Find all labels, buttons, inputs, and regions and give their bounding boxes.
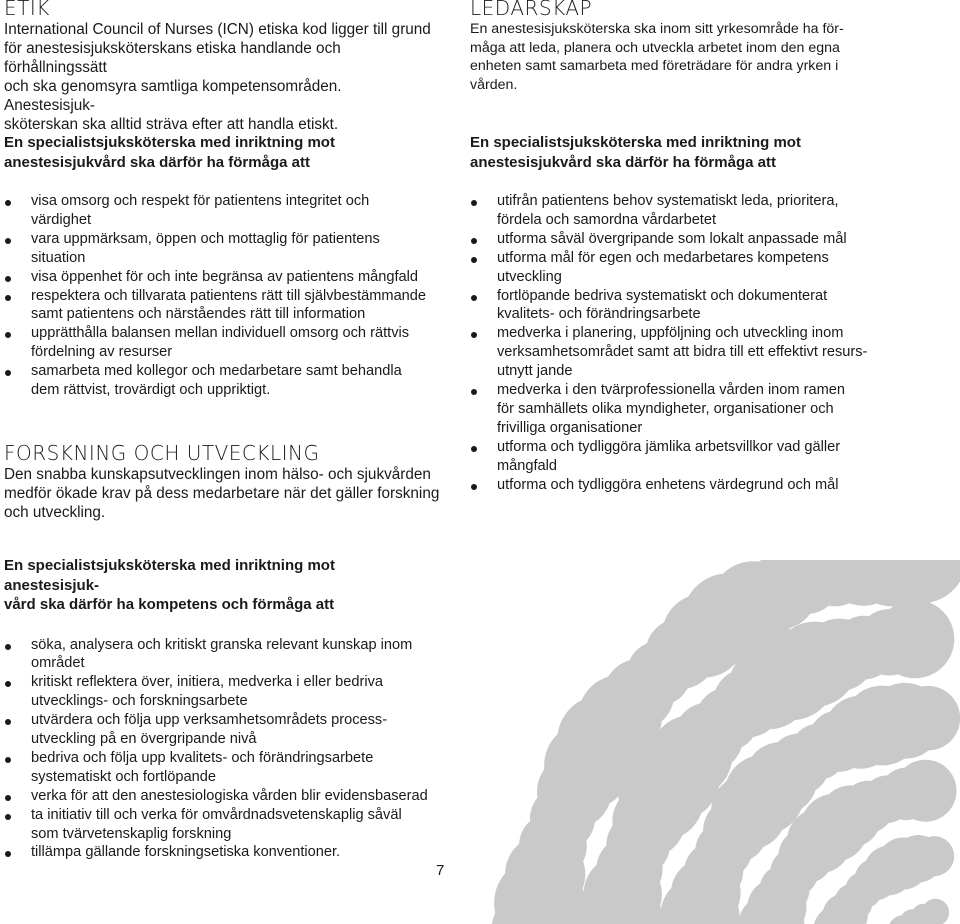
- item-line: vara uppmärksam, öppen och mottaglig för patientens: [31, 230, 380, 247]
- item-line: dem rättvist, trovärdigt och uppriktigt.: [31, 382, 271, 399]
- decorative-dot: [876, 600, 955, 679]
- item-line: frivilliga organisationer: [497, 419, 643, 436]
- item-line: för samhällets olika myndigheter, organisationer och: [497, 400, 834, 417]
- item-line: visa omsorg och respekt för patientens integritet och: [31, 193, 370, 209]
- list-item: [470, 230, 950, 249]
- list-item: [4, 268, 434, 287]
- bottom-subheading: [4, 556, 434, 615]
- decorative-dot: [895, 760, 957, 822]
- item-line: samt patientens och närståendes rätt till information: [31, 306, 366, 323]
- item-line: situation: [31, 249, 86, 266]
- ledarskap-section: [470, 0, 950, 94]
- item-line: mångfald: [497, 457, 558, 474]
- item-line: ta initiativ till och verka för omvårdnadsvetenskaplig såväl: [31, 806, 402, 823]
- item-line: som tvärvetenskaplig forskning: [31, 825, 232, 842]
- bottom-bullet-list: [4, 636, 434, 863]
- item-line: bedriva och följa upp kvalitets- och förändringsarbete: [31, 749, 374, 766]
- list-item: [470, 381, 950, 438]
- item-line: utveckling: [497, 268, 562, 285]
- bottom-competence-section: [4, 556, 434, 862]
- forskning-heading: FORSKNING OCH UTVECKLING: [4, 441, 320, 465]
- list-item: [4, 636, 434, 674]
- item-line: söka, analysera och kritiskt granska relevant kunskap inom: [31, 636, 413, 653]
- list-item: [4, 287, 434, 325]
- forskning-paragraph: [4, 465, 444, 522]
- forskning-line: medför ökade krav på dess medarbetare när det gäller forskning: [4, 485, 440, 502]
- decorative-dot: [896, 686, 960, 751]
- left-subheading: [4, 133, 434, 172]
- item-line: verksamhetsområdet samt att bidra till ett effektivt resurs-: [497, 344, 868, 361]
- item-line: systematiskt och fortlöpande: [31, 768, 216, 785]
- item-line: kritiskt reflektera över, initiera, medverka i eller bedriva: [31, 674, 384, 691]
- list-item: [4, 806, 434, 844]
- item-line: tillämpa gällande forskningsetiska konventioner.: [31, 844, 341, 861]
- item-line: respektera och tillvarata patientens rätt till självbestämmande: [31, 287, 427, 304]
- etik-paragraph: [4, 20, 434, 134]
- item-line: utforma och tydliggöra enhetens värdegrund och mål: [497, 476, 839, 493]
- forskning-line: Den snabba kunskapsutvecklingen inom hälso- och sjukvården: [4, 466, 431, 483]
- item-line: upprätthålla balansen mellan individuell omsorg och rättvis: [31, 325, 410, 342]
- list-item: [470, 438, 950, 476]
- ledarskap-line: vården.: [470, 76, 518, 93]
- subheading-line: anestesisjukvård ska därför ha förmåga att: [4, 153, 310, 171]
- item-line: utnytt jande: [497, 363, 573, 380]
- decorative-dot: [922, 899, 949, 924]
- list-item: [470, 476, 950, 495]
- item-line: utforma mål för egen och medarbetares kompetens: [497, 249, 829, 266]
- ledarskap-line: En anestesisjuksköterska ska inom sitt yrkesområde ha för-: [470, 21, 844, 37]
- decorative-dot: [914, 836, 954, 876]
- etik-line: sköterskan ska alltid sträva efter att handla etiskt.: [4, 116, 339, 133]
- item-line: kvalitets- och förändringsarbete: [497, 306, 701, 323]
- item-line: verka för att den anestesiologiska vården blir evidensbaserad: [31, 787, 428, 804]
- list-item: [4, 673, 434, 711]
- ledarskap-line: måga att leda, planera och utveckla arbetet inom den egna: [470, 39, 840, 56]
- item-line: medverka i planering, uppföljning och utveckling inom: [497, 325, 844, 342]
- list-item: [470, 287, 950, 325]
- list-item: [4, 362, 434, 400]
- list-item: [470, 249, 950, 287]
- list-item: [4, 749, 434, 787]
- item-line: medverka i den tvärprofessionella vården inom ramen: [497, 382, 845, 399]
- forskning-section: [4, 443, 444, 522]
- item-line: fördela och samordna vårdarbetet: [497, 211, 717, 228]
- list-item: [4, 711, 434, 749]
- subheading-line: En specialistsjuksköterska med inriktning mot: [4, 134, 335, 151]
- subheading-line: vård ska därför ha kompetens och förmåga att: [4, 596, 335, 613]
- left-bullet-list: [4, 192, 434, 400]
- subheading-line: En specialistsjuksköterska med inriktning mot: [470, 134, 801, 151]
- etik-line: för anestesisjuksköterskans etiska handlande och förhållningssätt: [4, 40, 341, 76]
- left-competence-section: [4, 133, 434, 400]
- right-competence-section: [470, 133, 950, 495]
- item-line: utveckling på en övergripande nivå: [31, 731, 257, 748]
- item-line: utforma och tydliggöra jämlika arbetsvillkor vad gäller: [497, 438, 841, 455]
- item-line: värdighet: [31, 211, 92, 228]
- forskning-line: och utveckling.: [4, 504, 106, 521]
- right-subheading: [470, 133, 950, 172]
- list-item: [4, 192, 434, 230]
- item-line: utvecklings- och forskningsarbete: [31, 693, 248, 710]
- item-line: visa öppenhet för och inte begränsa av patientens mångfald: [31, 268, 418, 285]
- item-line: samarbeta med kollegor och medarbetare samt behandla: [31, 363, 402, 380]
- item-line: utforma såväl övergripande som lokalt anpassade mål: [497, 230, 847, 247]
- subheading-line: anestesisjukvård ska därför ha förmåga att: [470, 153, 776, 171]
- subheading-line: En specialistsjuksköterska med inriktning mot anestesisjuk-: [4, 557, 335, 594]
- item-line: området: [31, 655, 85, 672]
- list-item: [4, 230, 434, 268]
- list-item: [4, 787, 434, 806]
- etik-section: [4, 0, 434, 134]
- etik-heading: ETIK: [4, 0, 50, 20]
- page-number: 7: [436, 862, 445, 879]
- decorative-dot-pattern: [440, 560, 960, 924]
- item-line: fördelning av resurser: [31, 344, 173, 361]
- right-bullet-list: [470, 192, 950, 495]
- item-line: utifrån patientens behov systematiskt leda, prioritera,: [497, 193, 839, 209]
- list-item: [470, 192, 950, 230]
- list-item: [470, 324, 950, 381]
- ledarskap-heading: LEDARSKAP: [470, 0, 593, 20]
- etik-line: och ska genomsyra samtliga kompetensområden. Anestesisjuk-: [4, 78, 342, 114]
- etik-line: International Council of Nurses (ICN) etiska kod ligger till grund: [4, 21, 431, 38]
- ledarskap-paragraph: [470, 20, 950, 94]
- item-line: fortlöpande bedriva systematiskt och dokumenterat: [497, 287, 828, 304]
- list-item: [4, 843, 434, 862]
- list-item: [4, 324, 434, 362]
- item-line: utvärdera och följa upp verksamhetsområdets process-: [31, 712, 388, 729]
- ledarskap-line: enheten samt samarbeta med företrädare för andra yrken i: [470, 58, 839, 75]
